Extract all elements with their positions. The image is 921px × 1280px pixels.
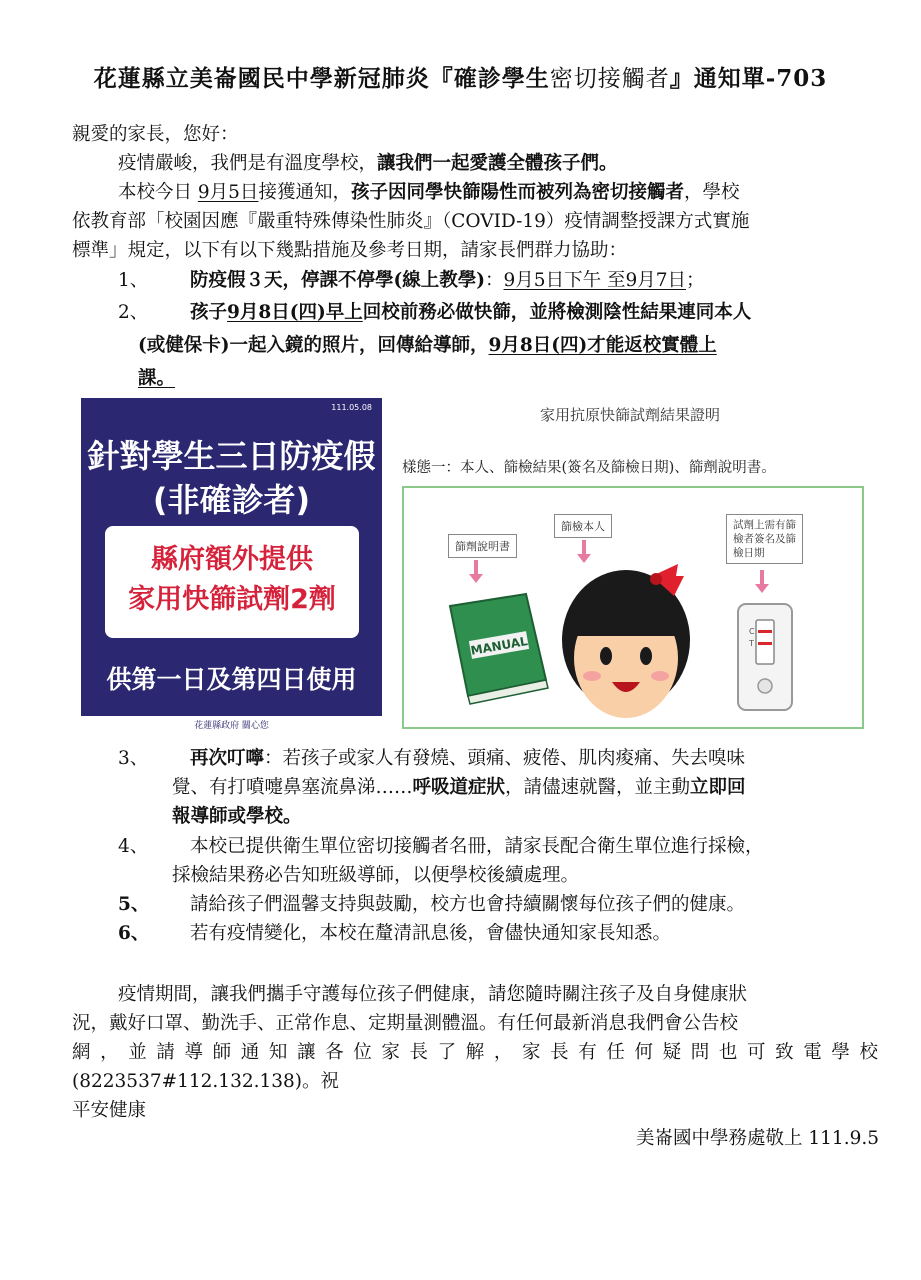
item-4 [118, 832, 764, 861]
cert-description: 樣態一：本人、篩檢結果(簽名及篩檢日期)、篩劑說明書。 [402, 460, 776, 476]
item-3 [118, 744, 745, 773]
label-test-line: 檢日期 [733, 547, 765, 559]
girl-avatar-icon [556, 562, 696, 728]
item-text: 本校已提供衛生單位密切接觸者名冊，請家長配合衛生單位進行採檢， [190, 836, 764, 857]
item-6 [118, 919, 671, 948]
item-number: 6、 [118, 923, 150, 944]
item-date: 9月5日下午 至9月7日 [503, 270, 686, 291]
poster-heading-line: 針對學生三日防疫假 [87, 437, 376, 475]
cert-illustration [402, 486, 864, 729]
item-emphasis: 再次叮嚀 [190, 748, 265, 769]
poster-offer-box [105, 526, 359, 638]
label-test-kit [726, 514, 803, 564]
item-emphasis: 防疫假３天，停課不停學(線上教學) [190, 270, 486, 291]
label-manual: 篩劑說明書 [448, 534, 517, 558]
item-text: 若有疫情變化，本校在釐清訊息後，會儘快通知家長知悉。 [190, 923, 672, 944]
poster-offer-line: 縣府額外提供 [151, 544, 313, 575]
item-text: ； [686, 270, 705, 291]
notice-line-2: 依教育部「校園因應『嚴重特殊傳染性肺炎』（COVID-19）疫情調整授課方式實施 [72, 211, 750, 232]
notice-emphasis: 孩子因同學快篩陽性而被列為密切接觸者 [350, 182, 684, 203]
item-text: 請給孩子們溫馨支持與鼓勵，校方也會持續關懷每位孩子們的健康。 [190, 894, 746, 915]
page-title [0, 60, 921, 93]
poster-footer: 花蓮縣政府 關心您 [81, 713, 382, 738]
closing-line-1: 疫情期間，讓我們攜手守護每位孩子們健康，請您隨時關注孩子及自身健康狀 [118, 984, 748, 1005]
label-test-line: 試劑上需有篩 [733, 519, 796, 531]
item-2-line-3 [138, 364, 175, 393]
label-test-line: 檢者簽名及篩 [733, 533, 796, 545]
item-3-line-2 [172, 773, 746, 802]
intro-emphasis: 讓我們一起愛護全體孩子們。 [377, 153, 618, 174]
intro-line [118, 149, 618, 178]
item-1 [118, 266, 705, 295]
closing-wish: 平安健康 [72, 1100, 147, 1121]
item-2 [118, 298, 751, 327]
closing-line-2: 況，戴好口罩、勤洗手、正常作息、定期量測體溫。有任何最新消息我們會公告校 [72, 1013, 739, 1034]
notice-text: 接獲通知， [258, 182, 351, 203]
item-emphasis: 孩子 [190, 302, 228, 323]
item-number: 4、 [118, 836, 149, 857]
greeting: 親愛的家長，您好： [72, 124, 239, 145]
item-emphasis: (或健保卡)一起入鏡的照片，回傳給導師， [138, 335, 489, 356]
item-emphasis: 立即回 [690, 777, 746, 798]
notice-date: 9月5日 [197, 182, 259, 203]
notice-line-1 [118, 178, 739, 207]
poster-date: 111.05.08 [331, 403, 372, 412]
item-number: 3、 [118, 748, 149, 769]
item-text: ： [485, 270, 504, 291]
notice-text: ，學校 [683, 182, 740, 203]
notice-line-3: 標準」規定，以下有以下幾點措施及參考日期，請家長們群力協助： [72, 240, 628, 261]
manual-label: MANUAL [469, 634, 529, 658]
item-date: 9月8日(四)才能返校實體上 [488, 335, 717, 356]
title-part: 花蓮縣立美崙國民中學新冠肺炎『確診學生 [93, 65, 550, 92]
item-emphasis: 呼吸道症狀 [412, 777, 506, 798]
quarantine-poster [81, 398, 382, 738]
closing-line-3: 網，並請導師通知讓各位家長了解，家長有任何疑問也可致電學校 [72, 1042, 878, 1063]
item-5 [118, 890, 745, 919]
item-4-line-2: 採檢結果務必告知班級導師，以便學校後續處理。 [172, 865, 580, 886]
test-cassette-icon [734, 602, 798, 714]
item-2-line-2 [138, 331, 717, 360]
item-text: 覺、有打噴嚏鼻塞流鼻涕…… [172, 777, 413, 798]
poster-heading [81, 434, 382, 522]
poster-usage: 供第一日及第四日使用 [106, 665, 357, 694]
manual-book-icon [440, 588, 552, 706]
item-date: 9月8日(四)早上 [227, 302, 363, 323]
title-part: 密切接觸者 [549, 66, 670, 92]
intro-text: 疫情嚴峻，我們是有溫度學校， [118, 153, 378, 174]
item-number: 5、 [118, 894, 150, 915]
poster-offer-line: 家用快篩試劑2劑 [128, 584, 336, 615]
control-line-mark: C [749, 627, 755, 636]
item-emphasis: 回校前務必做快篩，並將檢測陰性結果連同本人 [362, 302, 752, 323]
poster-heading-line: (非確診者) [152, 481, 311, 519]
item-number: 2、 [118, 302, 149, 323]
cert-title: 家用抗原快篩試劑結果證明 [539, 406, 720, 424]
signature: 美崙國中學務處敬上 111.9.5 [636, 1128, 879, 1149]
notice-text: 本校今日 [118, 182, 198, 203]
test-line-mark: T [749, 639, 754, 648]
item-3-line-3: 報導師或學校。 [172, 806, 302, 827]
item-emphasis: 課。 [138, 368, 176, 389]
closing-phone: (8223537#112.132.138)。祝 [72, 1071, 340, 1092]
label-person: 篩檢本人 [554, 514, 612, 538]
title-part: 』通知單-703 [669, 65, 828, 92]
item-text: ，請儘速就醫，並主動 [505, 777, 691, 798]
item-number: 1、 [118, 270, 149, 291]
item-text: ：若孩子或家人有發燒、頭痛、疲倦、肌肉痠痛、失去嗅味 [264, 748, 746, 769]
